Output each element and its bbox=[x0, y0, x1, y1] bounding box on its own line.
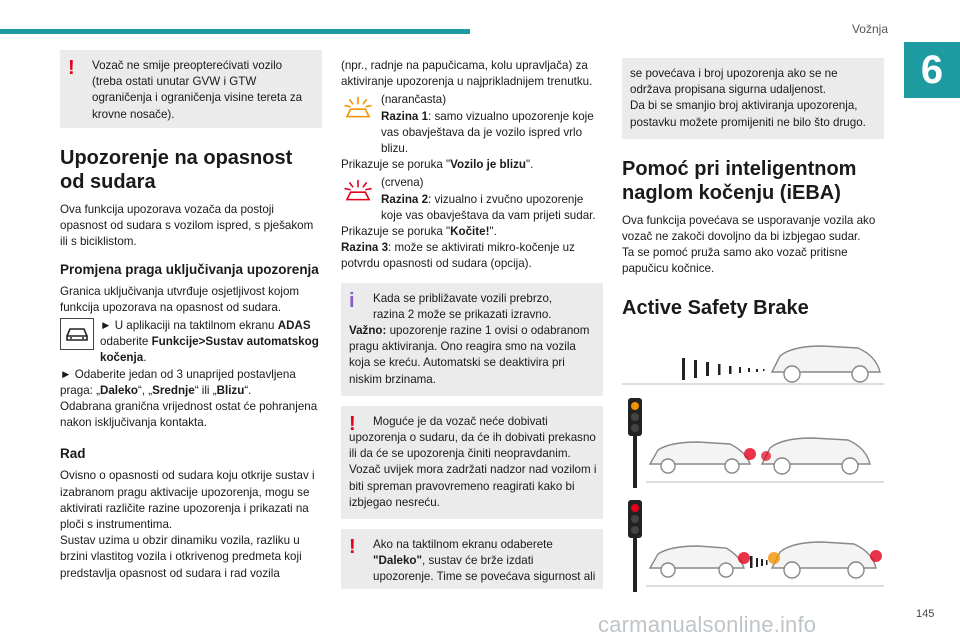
warning-first-line: Vozač ne smije preopterećivati vozilo bbox=[92, 59, 283, 72]
step3-text: Odabrana granična vrijednost ostat će pohranjena nakon isključivanja kontakta. bbox=[60, 400, 318, 430]
illustration-orange-warning bbox=[622, 394, 884, 490]
warning2-first-line: Moguće je da vozač neće dobivati bbox=[373, 414, 548, 428]
level2-message: Prikazuje se poruka "Kočite!". bbox=[341, 225, 497, 239]
collision-intro-text: Ova funkcija upozorava vozača da postoji opasnost od sudara s vozilom ispred, s pješakom ili s biciklistom. bbox=[60, 203, 314, 249]
ieba-text-1: Ova funkcija povećava se usporavanje vozila ako vozač ne zakoči dovoljno da bi izbjegao sudar. bbox=[622, 213, 876, 244]
illustration-red-warning bbox=[622, 496, 884, 594]
operation-text-1: Ovisno o opasnosti od sudara koju otkrije sustav i izabranom pragu aktivacije upozorenja, mogu se aktivirati različite razine upozorenja i prikazati na ploči s instrumentima. bbox=[60, 469, 315, 532]
warning-box-load bbox=[60, 50, 322, 128]
level1-row bbox=[341, 92, 603, 157]
distance-bars bbox=[682, 358, 765, 380]
warning-box-far bbox=[341, 529, 603, 589]
step2-text: ► Odaberite jedan od 3 unaprijed postavljena praga: „Daleko“, „Srednje“ ili „Blizu“. bbox=[60, 367, 296, 397]
step1-text-a: ► U aplikaciji na taktilnom ekranu bbox=[100, 319, 278, 333]
adas-instruction bbox=[60, 318, 322, 367]
exclamation-warning-icon: ! bbox=[349, 536, 356, 559]
info-box-speed bbox=[341, 283, 603, 396]
column-1 bbox=[60, 50, 322, 582]
warning3-text: Ako na taktilnom ekranu odaberete "Daleko", sustav će brže izdati upozorenje. Time se povećava sigurnost ali bbox=[373, 538, 596, 584]
adas-car-icon bbox=[60, 318, 94, 350]
ieba-text-2: Ta se pomoć pruža samo ako vozač pritisne papučicu kočnice. bbox=[622, 246, 848, 276]
chapter-number-badge: 6 bbox=[904, 42, 960, 98]
level2-row bbox=[341, 175, 603, 224]
collision-warning-red-icon bbox=[341, 175, 375, 207]
exclamation-warning-icon: ! bbox=[349, 412, 356, 435]
operation-text-2: Sustav uzima u obzir dinamiku vozila, razliku u brzini vlastitog vozila i otkrivenog predmeta koji predstavlja opasnost od sudara i rad vozila bbox=[60, 534, 302, 580]
car-ahead bbox=[772, 346, 880, 382]
column-2 bbox=[341, 58, 603, 589]
step1-text-e: . bbox=[143, 351, 147, 365]
info-first-line: Kada se približavate vozili prebrzo, bbox=[373, 291, 553, 305]
heading-operation: Rad bbox=[60, 446, 86, 462]
watermark: carmanualsonline.info bbox=[598, 612, 817, 637]
info-important-text: Važno: upozorenje razine 1 ovisi o odabranom pragu aktiviranja. Ono reagira smo na vozila koja se kreću. Automatski se deaktivira pri niskim brzinama. bbox=[349, 324, 590, 386]
red-label: (crvena) bbox=[381, 176, 424, 190]
level3-text: Razina 3: može se aktivirati mikro-kočenje uz potvrdu opasnosti od sudara (opcija). bbox=[341, 241, 575, 271]
heading-active-safety-brake: Active Safety Brake bbox=[622, 296, 809, 319]
step1-adas: ADAS bbox=[277, 319, 311, 333]
warning-box-reliability bbox=[341, 406, 603, 519]
heading-ieba: Pomoć pri inteligentnom naglom kočenju (iEBA) bbox=[622, 157, 857, 204]
section-title: Vožnja bbox=[851, 22, 888, 36]
info-icon: i bbox=[349, 289, 355, 312]
info-second-line: razina 2 može se prikazati izravno. bbox=[373, 307, 552, 321]
page-number: 145 bbox=[916, 608, 935, 620]
warning-text: (treba ostati unutar GVW i GTW ograničenja i ograničenja visine tereta za krovne nosače). bbox=[92, 75, 303, 121]
step1-menu-path: Funkcije>Sustav automatskog kočenja bbox=[100, 335, 319, 365]
heading-collision-warning: Upozorenje na opasnost od sudara bbox=[60, 147, 293, 193]
level1-message: Prikazuje se poruka "Vozilo je blizu". bbox=[341, 158, 534, 172]
note-text-2: Da bi se smanjio broj aktiviranja upozorenja, postavku možete promijeniti ne bilo što drugo. bbox=[630, 99, 866, 129]
warning2-text: upozorenja o sudaru, da će ih dobivati prekasno ili da će se upozorenja činiti neopravdanim. bbox=[349, 431, 596, 461]
level1-text: Razina 1: samo vizualno upozorenje koje vas obavještava da je vozilo ispred vrlo blizu. bbox=[381, 109, 594, 156]
column-3 bbox=[622, 58, 884, 594]
header-accent-bar bbox=[0, 29, 470, 34]
threshold-text: Granica uključivanja utvrđuje osjetljivost kojom funkcija upozorava na opasnost od sudara. bbox=[60, 284, 300, 314]
continued-text: (npr., radnje na papučicama, kolu upravljača) za aktiviranje upozorenja u najprikladnijem trenutku. bbox=[341, 59, 593, 89]
collision-warning-orange-icon bbox=[341, 92, 375, 124]
illustration-distance-warning bbox=[622, 328, 884, 388]
heading-threshold-change: Promjena praga uključivanja upozorenja bbox=[60, 261, 319, 277]
step1-text-c: odaberite bbox=[100, 335, 152, 349]
warning2-text-2: Vozač uvijek mora zadržati nadzor nad vozilom i biti spreman pravovremeno reagirati kako bi izbjegao nesreću. bbox=[349, 463, 597, 509]
continued-note-box bbox=[622, 58, 884, 139]
orange-label: (narančasta) bbox=[381, 93, 447, 107]
exclamation-warning-icon: ! bbox=[68, 57, 75, 79]
note-text-1: se povećava i broj upozorenja ako se ne održava propisana sigurna udaljenost. bbox=[630, 67, 838, 97]
level2-text: Razina 2: vizualno i zvučno upozorenje koje vas obavještava da vam prijeti sudar. bbox=[381, 192, 596, 222]
